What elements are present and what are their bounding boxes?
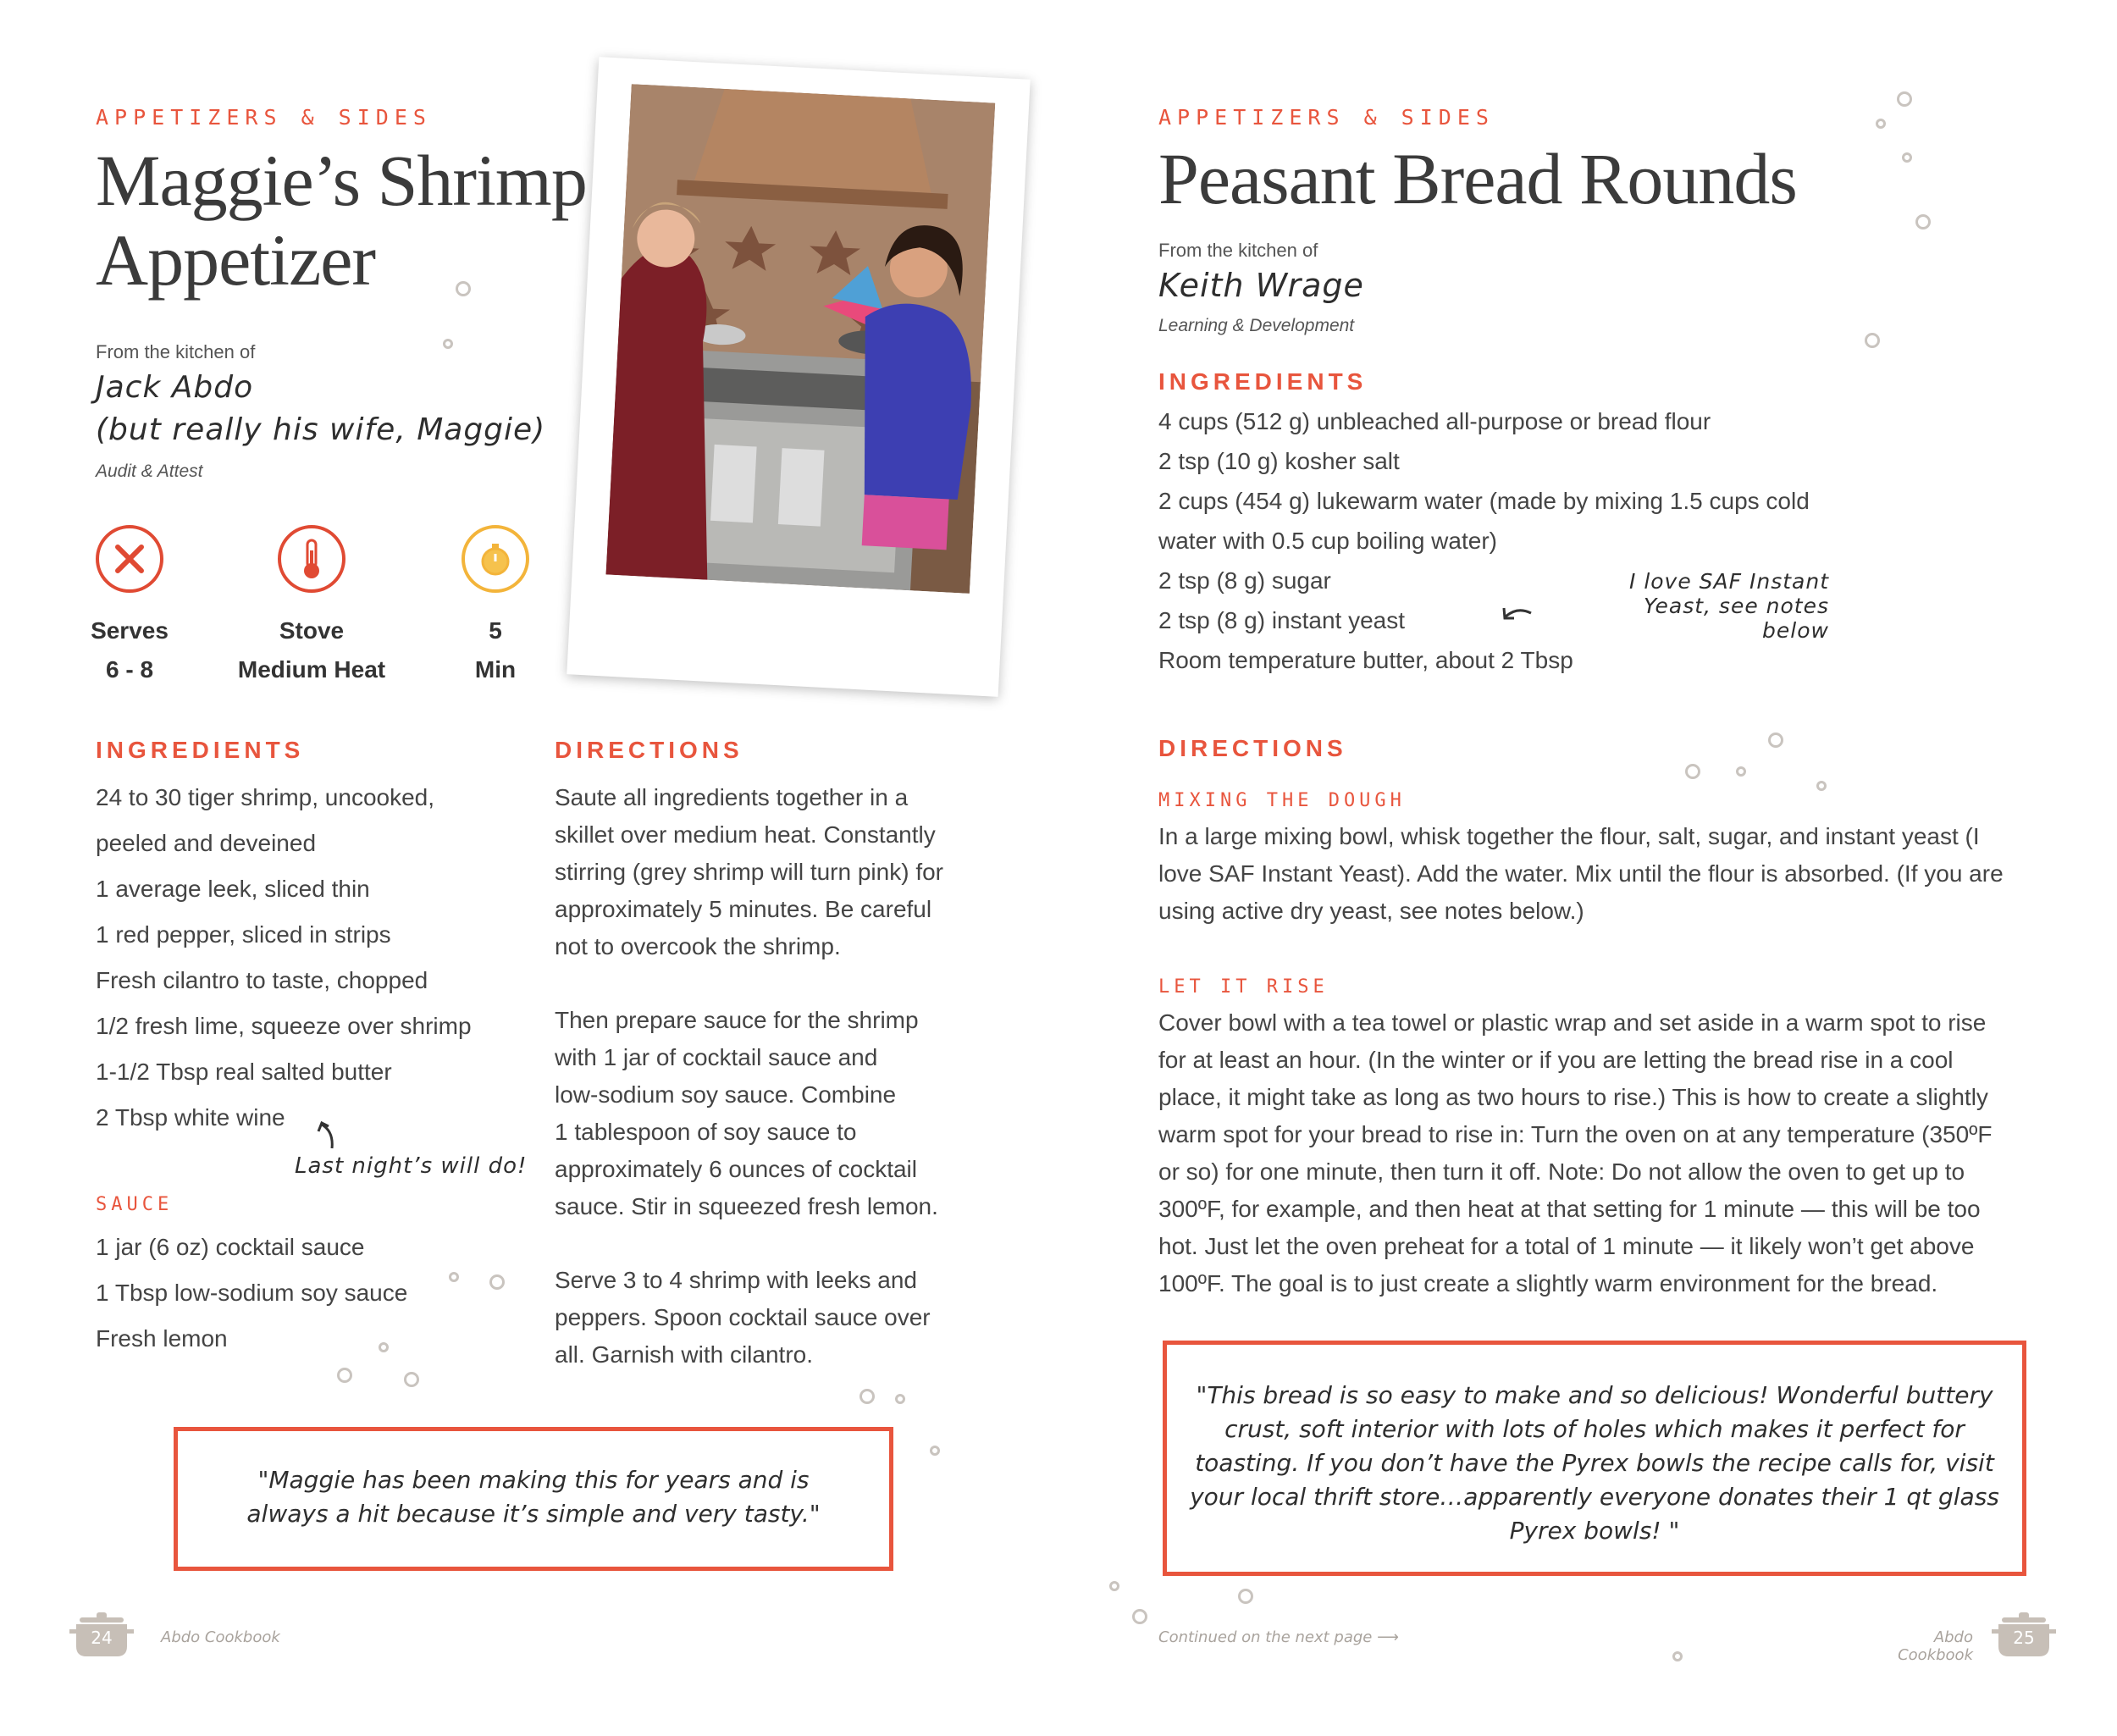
text-line: stirring (grey shrimp will turn pink) for bbox=[555, 859, 943, 885]
quote-line: Pyrex bowls! " bbox=[1509, 1517, 1680, 1545]
quote-line: always a hit because it’s simple and very tasty." bbox=[246, 1500, 821, 1528]
right-department: Learning & Development bbox=[1158, 316, 1355, 335]
yeast-note-line: I love SAF Instant bbox=[1629, 569, 1829, 594]
right-from-label: From the kitchen of bbox=[1158, 240, 1318, 261]
text-line: low-sodium soy sauce. Combine bbox=[555, 1081, 897, 1108]
list-item: 2 cups (454 g) lukewarm water (made by mixing 1.5 cups cold bbox=[1158, 488, 1810, 514]
bubble-icon bbox=[895, 1394, 905, 1404]
left-category: APPETIZERS & SIDES bbox=[96, 105, 432, 130]
text-line: peppers. Spoon cocktail sauce over bbox=[555, 1304, 931, 1330]
rise-heading: LET IT RISE bbox=[1158, 976, 1329, 998]
bubble-icon bbox=[1902, 152, 1912, 163]
text-line: Serve 3 to 4 shrimp with leeks and bbox=[555, 1267, 917, 1293]
sauce-list bbox=[96, 1225, 502, 1362]
yeast-note-line: Yeast, see notes below bbox=[1643, 594, 1829, 643]
mixing-heading: MIXING THE DOUGH bbox=[1158, 790, 1406, 811]
list-item: 1 average leek, sliced thin bbox=[96, 876, 370, 902]
bubble-icon bbox=[1876, 119, 1886, 129]
stat-serves bbox=[45, 611, 214, 689]
list-item: 1 red pepper, sliced in strips bbox=[96, 921, 391, 948]
text-line: using active dry yeast, see notes below.) bbox=[1158, 898, 1584, 924]
list-item: 1-1/2 Tbsp real salted butter bbox=[96, 1059, 392, 1085]
arrow-left-icon bbox=[1501, 601, 1534, 627]
bubble-icon bbox=[1685, 764, 1700, 779]
arrow-right-icon: ⟶ bbox=[1377, 1628, 1399, 1646]
bubble-icon bbox=[930, 1446, 940, 1456]
list-item: water with 0.5 cup boiling water) bbox=[1158, 528, 1497, 554]
quote-line: "Maggie has been making this for years and is bbox=[257, 1466, 810, 1494]
right-chef-name: Keith Wrage bbox=[1158, 267, 1364, 304]
bubble-icon bbox=[489, 1274, 505, 1290]
thermometer-icon bbox=[278, 525, 345, 593]
list-item: Room temperature butter, about 2 Tbsp bbox=[1158, 647, 1573, 673]
polaroid-photo bbox=[567, 57, 1031, 697]
text-line: for at least an hour. (In the winter or if you are letting the bread rise in a cool bbox=[1158, 1047, 1954, 1073]
stat-serves-label: Serves bbox=[91, 617, 169, 644]
bubble-icon bbox=[379, 1342, 389, 1352]
quote-line: your local thrift store…apparently everyone donates their 1 qt glass bbox=[1190, 1483, 1999, 1511]
mixing-text bbox=[1158, 818, 2090, 930]
bubble-icon bbox=[1238, 1589, 1253, 1604]
left-directions-p1 bbox=[555, 779, 995, 965]
left-directions-heading: DIRECTIONS bbox=[555, 737, 743, 763]
list-item: 4 cups (512 g) unbleached all-purpose or bread flour bbox=[1158, 408, 1711, 434]
continued-text: Continued on the next page bbox=[1158, 1628, 1373, 1646]
right-ingredients-heading: INGREDIENTS bbox=[1158, 368, 1368, 395]
list-item: 1 Tbsp low-sodium soy sauce bbox=[96, 1280, 408, 1306]
left-title-line1: Maggie’s Shrimp bbox=[96, 140, 587, 221]
stat-time-label: 5 bbox=[489, 617, 502, 644]
left-quote-box bbox=[174, 1427, 893, 1571]
stat-time-value: Min bbox=[474, 656, 517, 683]
bubble-icon bbox=[449, 1272, 459, 1282]
fork-knife-icon bbox=[96, 525, 163, 593]
list-item: peeled and deveined bbox=[96, 830, 317, 856]
right-directions-heading: DIRECTIONS bbox=[1158, 735, 1347, 761]
bubble-icon bbox=[443, 339, 453, 349]
left-quote bbox=[178, 1463, 889, 1531]
left-ingredients-list bbox=[96, 775, 502, 1141]
list-item: 1/2 fresh lime, squeeze over shrimp bbox=[96, 1013, 472, 1039]
right-page-number: 25 bbox=[2013, 1628, 2035, 1648]
quote-line: crust, soft interior with lots of holes which makes it perfect for bbox=[1224, 1415, 1965, 1443]
text-line: sauce. Stir in squeezed fresh lemon. bbox=[555, 1193, 938, 1219]
left-directions-p3 bbox=[555, 1262, 995, 1374]
list-item: Fresh cilantro to taste, chopped bbox=[96, 967, 428, 993]
bubble-icon bbox=[456, 281, 471, 296]
stat-stove-label: Stove bbox=[279, 617, 345, 644]
bubble-icon bbox=[1109, 1581, 1119, 1591]
text-line: Saute all ingredients together in a bbox=[555, 784, 909, 810]
bubble-icon bbox=[1768, 733, 1783, 748]
list-item: Fresh lemon bbox=[96, 1325, 228, 1352]
bubble-icon bbox=[1132, 1609, 1147, 1624]
stat-time bbox=[411, 611, 580, 689]
text-line: skillet over medium heat. Constantly bbox=[555, 821, 936, 848]
left-directions-p2 bbox=[555, 1002, 995, 1225]
text-line: 100ºF. The goal is to just create a slightly warm environment for the bread. bbox=[1158, 1270, 1938, 1296]
continued-label bbox=[1158, 1628, 1399, 1646]
text-line: love SAF Instant Yeast). Add the water. Mix until the flour is absorbed. (If you are bbox=[1158, 860, 2004, 887]
left-chef-note: (but really his wife, Maggie) bbox=[96, 412, 546, 447]
bubble-icon bbox=[1865, 333, 1880, 348]
quote-line: "This bread is so easy to make and so delicious! Wonderful buttery bbox=[1196, 1381, 1993, 1409]
text-line: or so) for one minute, then turn it off. Note: Do not allow the oven to get up to bbox=[1158, 1158, 1965, 1185]
bubble-icon bbox=[1736, 766, 1746, 777]
left-chef-name: Jack Abdo bbox=[96, 370, 254, 405]
text-line: Cover bowl with a tea towel or plastic wrap and set aside in a warm spot to rise bbox=[1158, 1009, 1987, 1036]
bubble-icon bbox=[337, 1368, 352, 1383]
kitchen-photo bbox=[605, 84, 995, 594]
text-line: place, it might take as long as two hours to rise.) This is how to create a slightly bbox=[1158, 1084, 1988, 1110]
rise-text bbox=[1158, 1004, 2090, 1302]
list-item: 1 jar (6 oz) cocktail sauce bbox=[96, 1234, 365, 1260]
left-from-label: From the kitchen of bbox=[96, 341, 256, 362]
text-line: all. Garnish with cilantro. bbox=[555, 1341, 814, 1368]
text-line: 1 tablespoon of soy sauce to bbox=[555, 1119, 857, 1145]
yeast-note bbox=[1575, 569, 1829, 643]
text-line: In a large mixing bowl, whisk together the flour, salt, sugar, and instant yeast (I bbox=[1158, 823, 1980, 849]
text-line: hot. Just let the oven preheat for a total of 1 minute — it likely won’t get above bbox=[1158, 1233, 1975, 1259]
timer-icon bbox=[462, 525, 529, 593]
bubble-icon bbox=[1897, 91, 1912, 107]
wine-note: Last night’s will do! bbox=[295, 1153, 528, 1179]
bubble-icon bbox=[1915, 214, 1931, 229]
left-page-number: 24 bbox=[91, 1628, 113, 1648]
sauce-heading: SAUCE bbox=[96, 1194, 174, 1215]
text-line: approximately 6 ounces of cocktail bbox=[555, 1156, 917, 1182]
left-title bbox=[96, 141, 587, 300]
list-item: 2 tsp (10 g) kosher salt bbox=[1158, 448, 1400, 474]
text-line: Then prepare sauce for the shrimp bbox=[555, 1007, 919, 1033]
text-line: approximately 5 minutes. Be careful bbox=[555, 896, 932, 922]
list-item: 2 tsp (8 g) sugar bbox=[1158, 567, 1331, 594]
bubble-icon bbox=[860, 1389, 875, 1404]
text-line: with 1 jar of cocktail sauce and bbox=[555, 1044, 878, 1070]
text-line: 300ºF, for example, and then heat at that setting for 1 minute — this will be too bbox=[1158, 1196, 1981, 1222]
list-item: 24 to 30 tiger shrimp, uncooked, bbox=[96, 784, 435, 810]
right-title: Peasant Bread Rounds bbox=[1158, 138, 1797, 219]
left-department: Audit & Attest bbox=[96, 462, 203, 481]
stat-stove bbox=[227, 611, 396, 689]
right-footer-label: Abdo Cookbook bbox=[1898, 1628, 1973, 1664]
curved-arrow-icon bbox=[315, 1118, 340, 1152]
text-line: not to overcook the shrimp. bbox=[555, 933, 841, 959]
left-ingredients-heading: INGREDIENTS bbox=[96, 737, 305, 763]
list-item: 2 Tbsp white wine bbox=[96, 1104, 285, 1131]
bubble-icon bbox=[1816, 781, 1827, 791]
bubble-icon bbox=[1672, 1651, 1683, 1661]
text-line: warm spot for your bread to rise in: Turn the oven on at any temperature (350ºF bbox=[1158, 1121, 1993, 1147]
bubble-icon bbox=[404, 1372, 419, 1387]
right-quote bbox=[1184, 1379, 2005, 1548]
right-quote-box bbox=[1163, 1341, 2026, 1576]
right-category: APPETIZERS & SIDES bbox=[1158, 105, 1495, 130]
stat-stove-value: Medium Heat bbox=[237, 656, 386, 683]
list-item: 2 tsp (8 g) instant yeast bbox=[1158, 607, 1406, 633]
stat-serves-value: 6 - 8 bbox=[105, 656, 154, 683]
left-footer-label: Abdo Cookbook bbox=[161, 1628, 280, 1646]
quote-line: toasting. If you don’t have the Pyrex bowls the recipe calls for, visit bbox=[1195, 1449, 1994, 1477]
left-title-line2: Appetizer bbox=[96, 219, 376, 301]
